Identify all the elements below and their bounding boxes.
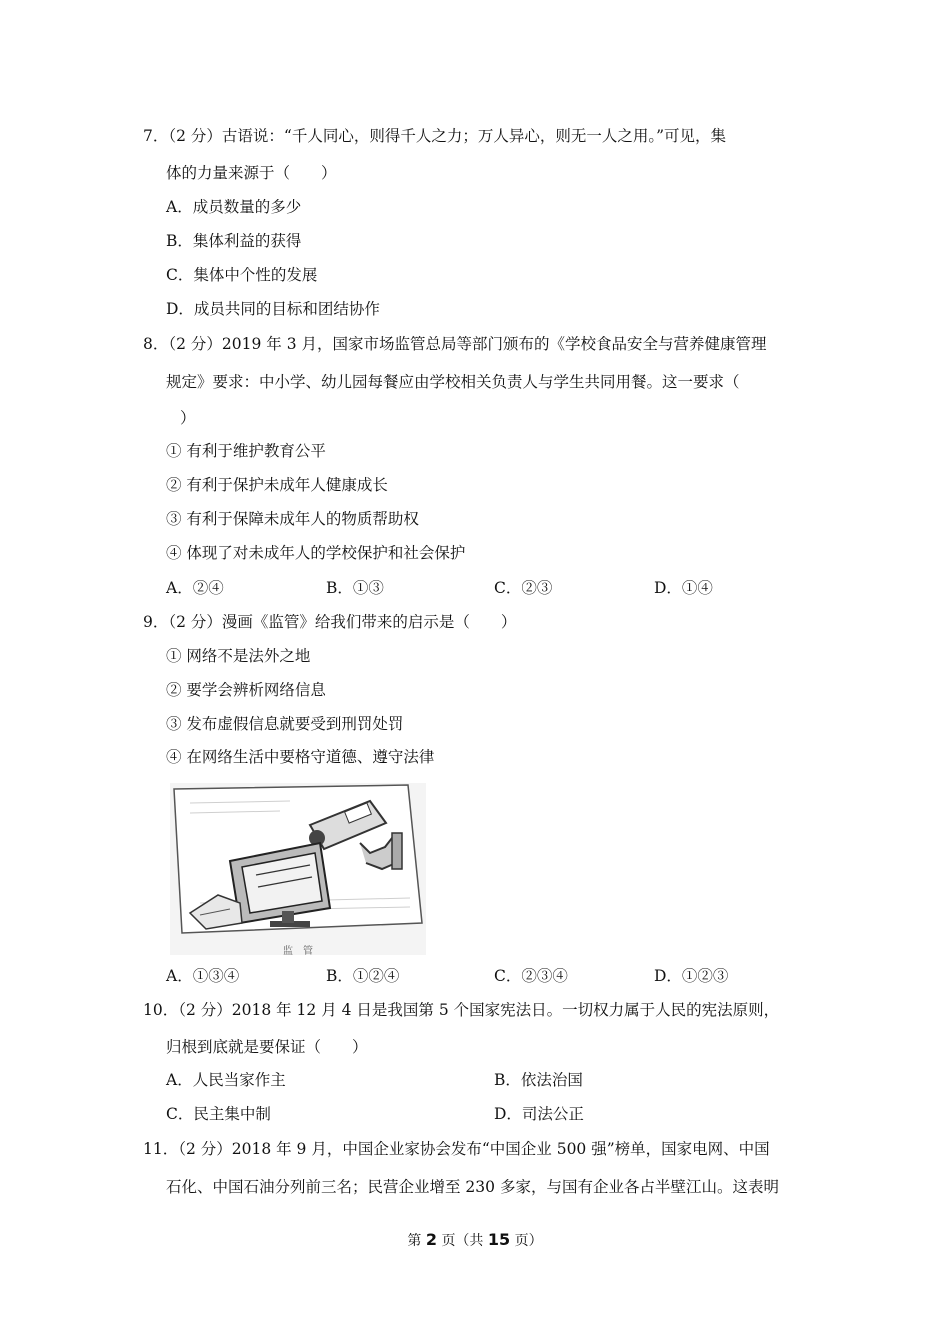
q10-stem-line1: 10．（2 分）2018 年 12 月 4 日是我国第 5 个国家宪法日。一切权力属于人民的宪法原则， (143, 1001, 780, 1019)
q8-item-4: ④ 体现了对未成年人的学校保护和社会保护 (166, 544, 466, 562)
q7-option-a: A．成员数量的多少 (166, 198, 302, 216)
q8-option-b: B．①③ (326, 579, 384, 597)
q10-stem-line2: 归根到底就是要保证（ ） (166, 1038, 368, 1056)
q8-option-c: C．②③ (494, 579, 553, 597)
cartoon-jianguan-image (170, 783, 426, 955)
q8-stem-line2: 规定》要求：中小学、幼儿园每餐应由学校相关负责人与学生共同用餐。这一要求（ (166, 373, 740, 391)
q9-option-c: C．②③④ (494, 967, 568, 985)
q8-stem-line1: 8．（2 分）2019 年 3 月，国家市场监管总局等部门颁布的《学校食品安全与营养健康管理 (143, 335, 767, 353)
q8-item-3: ③ 有利于保障未成年人的物质帮助权 (166, 510, 419, 528)
q7-stem-line1: 7．（2 分）古语说：“千人同心，则得千人之力；万人异心，则无一人之用。”可见，集 (143, 127, 727, 145)
q7-option-c: C．集体中个性的发展 (166, 266, 318, 284)
q11-stem-line2: 石化、中国石油分列前三名；民营企业增至 230 多家，与国有企业各占半壁江山。这表明 (166, 1178, 779, 1196)
footer-suffix: 页） (514, 1233, 543, 1249)
q8-stem-line3: ） (180, 409, 196, 427)
q10-option-d: D．司法公正 (494, 1105, 584, 1123)
q11-stem-line1: 11．（2 分）2018 年 9 月，中国企业家协会发布“中国企业 500 强”榜单，国家电网、中国 (143, 1140, 770, 1158)
q9-item-3: ③ 发布虚假信息就要受到刑罚处罚 (166, 715, 404, 733)
cartoon-caption: 监 管 (283, 946, 313, 957)
q8-option-a: A．②④ (166, 579, 224, 597)
q7-option-b: B．集体利益的获得 (166, 232, 302, 250)
q9-option-d: D．①②③ (654, 967, 729, 985)
footer-page-number: 2 (425, 1230, 437, 1249)
q9-option-b: B．①②④ (326, 967, 400, 985)
q8-item-2: ② 有利于保护未成年人健康成长 (166, 476, 388, 494)
q10-option-b: B．依法治国 (494, 1071, 583, 1089)
cartoon-illustration (170, 783, 426, 955)
q9-item-1: ① 网络不是法外之地 (166, 647, 311, 665)
footer-prefix: 第 (407, 1233, 422, 1249)
q7-option-d: D．成员共同的目标和团结协作 (166, 300, 380, 318)
q10-option-a: A．人民当家作主 (166, 1071, 286, 1089)
q9-option-a: A．①③④ (166, 967, 240, 985)
q9-item-2: ② 要学会辨析网络信息 (166, 681, 326, 699)
q9-stem-line1: 9．（2 分）漫画《监管》给我们带来的启示是（ ） (143, 613, 517, 631)
q10-option-c: C．民主集中制 (166, 1105, 271, 1123)
page-footer (0, 1230, 950, 1250)
footer-mid: 页（共 (441, 1233, 484, 1249)
q7-stem-line2: 体的力量来源于（ ） (166, 164, 337, 182)
q9-item-4: ④ 在网络生活中要格守道德、遵守法律 (166, 748, 435, 766)
q8-option-d: D．①④ (654, 579, 713, 597)
footer-total-pages: 15 (487, 1230, 511, 1249)
q8-item-1: ① 有利于维护教育公平 (166, 442, 326, 460)
